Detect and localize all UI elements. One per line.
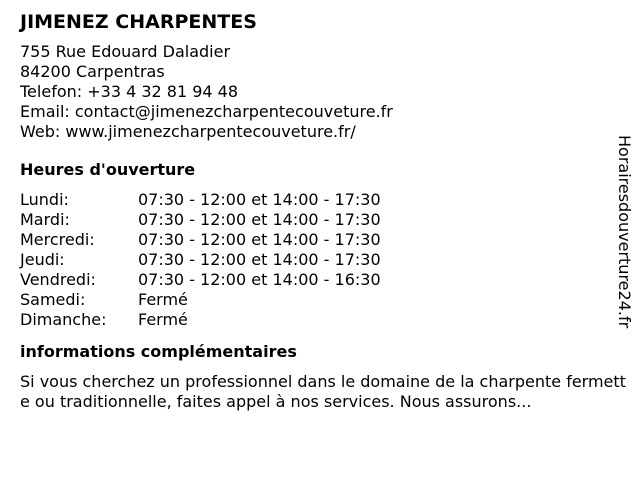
day-hours: 07:30 - 12:00 et 14:00 - 17:30 [138, 190, 381, 209]
hours-row-dimanche [20, 310, 620, 330]
hours-row-mercredi [20, 230, 620, 250]
hours-row-samedi [20, 290, 620, 310]
address-city: 84200 Carpentras [20, 62, 165, 81]
side-watermark-brand: Horairesdouverture24.fr [615, 135, 634, 329]
hours-table [20, 190, 620, 330]
day-label: Dimanche: [20, 310, 107, 329]
day-hours: 07:30 - 12:00 et 14:00 - 17:30 [138, 230, 381, 249]
hours-row-mardi [20, 210, 620, 230]
address-street: 755 Rue Edouard Daladier [20, 42, 231, 61]
day-hours: 07:30 - 12:00 et 14:00 - 17:30 [138, 210, 381, 229]
hours-row-vendredi [20, 270, 620, 290]
day-hours: 07:30 - 12:00 et 14:00 - 16:30 [138, 270, 381, 289]
day-hours: Fermé [138, 290, 188, 309]
day-hours: 07:30 - 12:00 et 14:00 - 17:30 [138, 250, 381, 269]
website-url: Web: www.jimenezcharpentecouveture.fr/ [20, 122, 356, 141]
day-label: Jeudi: [20, 250, 65, 269]
day-label: Lundi: [20, 190, 69, 209]
day-label: Samedi: [20, 290, 86, 309]
phone-number: Telefon: +33 4 32 81 94 48 [20, 82, 239, 101]
day-hours: Fermé [138, 310, 188, 329]
day-label: Vendredi: [20, 270, 96, 289]
hours-row-lundi [20, 190, 620, 210]
day-label: Mardi: [20, 210, 70, 229]
info-description: Si vous cherchez un professionnel dans le domaine de la charpente fermette ou traditionnelle, faites appel à nos services. Nous assurons... [20, 372, 626, 411]
hours-title: Heures d'ouverture [20, 160, 196, 179]
day-label: Mercredi: [20, 230, 95, 249]
info-title: informations complémentaires [20, 342, 297, 361]
hours-row-jeudi [20, 250, 620, 270]
email-address: Email: contact@jimenezcharpentecouveture.fr [20, 102, 393, 121]
business-name: JIMENEZ CHARPENTES [20, 11, 257, 33]
